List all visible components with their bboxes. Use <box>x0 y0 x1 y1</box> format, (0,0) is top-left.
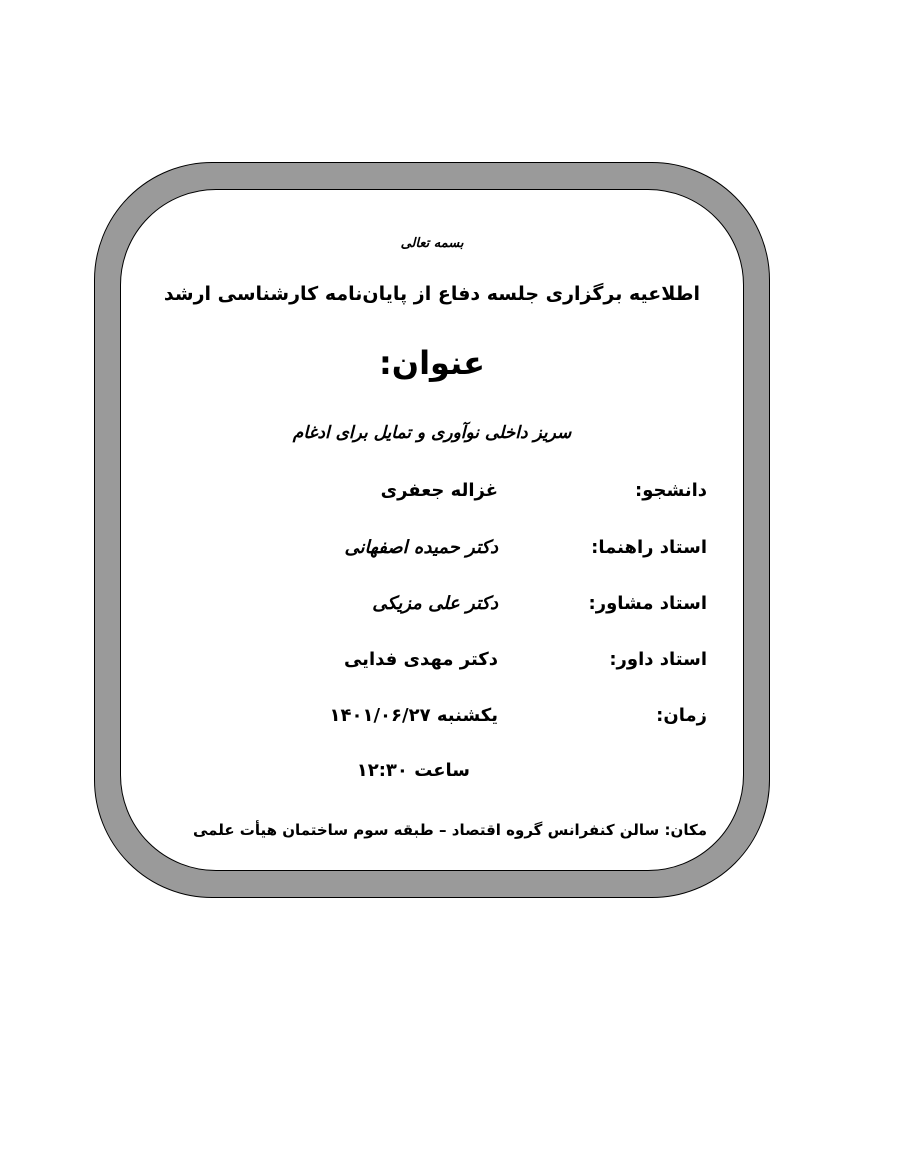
location-value: سالن کنفرانس گروه اقتصاد – طبقه سوم ساختمان هیأت علمی <box>192 821 660 839</box>
thesis-title: سریز داخلی نوآوری و تمایل برای ادغام <box>292 423 572 443</box>
title-label: عنوان: <box>378 344 486 382</box>
time-value: ساعت ۱۲:۳۰ <box>356 760 470 781</box>
examiner-name: دکتر مهدی فدایی <box>343 649 498 670</box>
basmala: بسمه تعالی <box>400 236 464 251</box>
announcement-heading: اطلاعیه برگزاری جلسه دفاع از پایان‌نامه کارشناسی ارشد <box>163 283 701 305</box>
advisor-label: استاد مشاور: <box>588 593 707 614</box>
advisor-name: دکتر علی مزیکی <box>372 593 498 614</box>
supervisor-name: دکتر حمیده اصفهانی <box>344 537 498 558</box>
date-value: یکشنبه ۱۴۰۱/۰۶/۲۷ <box>329 705 498 726</box>
student-name: غزاله جعفری <box>380 480 498 501</box>
supervisor-label: استاد راهنما: <box>591 537 707 558</box>
date-label: زمان: <box>656 705 707 726</box>
location-line <box>193 821 707 839</box>
location-label: مکان: <box>664 821 707 839</box>
student-label: دانشجو: <box>635 480 707 501</box>
examiner-label: استاد داور: <box>609 649 707 670</box>
